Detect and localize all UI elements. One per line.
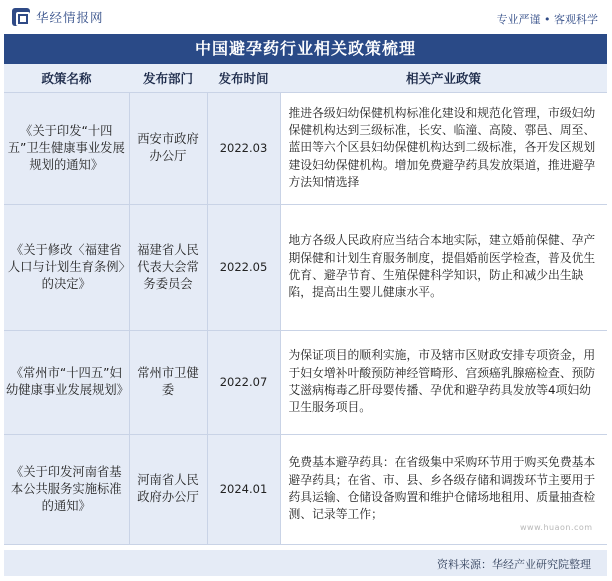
table-row xyxy=(4,92,607,204)
table-row xyxy=(4,204,607,330)
policy-dept-cell: 常州市卫健委 xyxy=(129,330,207,434)
column-header-time: 发布时间 xyxy=(207,64,280,92)
table-header-row xyxy=(4,64,607,92)
brand-logo-icon xyxy=(12,8,30,26)
policy-name-cell: 《关于修改〈福建省人口与计划生育条例〉的决定》 xyxy=(4,204,129,330)
policy-content-cell: 免费基本避孕药具：在省级集中采购环节用于购买免费基本避孕药具；在省、市、县、乡各级存储和调拨环节主要用于药具运输、仓储设备购置和维护仓储场地租用、质量抽查检测、记录等工作； xyxy=(280,434,607,544)
policy-dept-cell: 西安市政府办公厅 xyxy=(129,92,207,204)
table-row xyxy=(4,434,607,544)
slogan: 专业严谨 • 客观科学 xyxy=(496,13,598,26)
watermark: www.huaon.com xyxy=(520,523,593,532)
column-header-content: 相关产业政策 xyxy=(280,64,607,92)
footer xyxy=(4,550,607,576)
policy-time-cell: 2022.03 xyxy=(207,92,280,204)
policy-dept-cell: 福建省人民代表大会常务委员会 xyxy=(129,204,207,330)
policy-content-cell: 为保证项目的顺利实施，市及辖市区财政安排专项资金，用于妇女增补叶酸预防神经管畸形、宫颈癌乳腺癌检查、预防艾滋病梅毒乙肝母婴传播、孕优和避孕药具发放等4项妇幼卫生服务项目。 xyxy=(280,330,607,434)
policy-time-cell: 2022.07 xyxy=(207,330,280,434)
policy-dept-cell: 河南省人民政府办公厅 xyxy=(129,434,207,544)
page-title: 中国避孕药行业相关政策梳理 xyxy=(4,34,607,64)
brand-name: 华经情报网 xyxy=(36,10,104,25)
policy-time-cell: 2024.01 xyxy=(207,434,280,544)
column-header-dept: 发布部门 xyxy=(129,64,207,92)
column-header-name: 政策名称 xyxy=(4,64,129,92)
source-note: 资料来源：华经产业研究院整理 xyxy=(437,558,591,571)
policy-name-cell: 《关于印发“十四五”卫生健康事业发展规划的通知》 xyxy=(4,92,129,204)
policy-name-cell: 《关于印发河南省基本公共服务实施标准的通知》 xyxy=(4,434,129,544)
policy-table xyxy=(4,64,607,545)
top-bar xyxy=(0,0,612,34)
policy-content-cell: 地方各级人民政府应当结合本地实际，建立婚前保健、孕产期保健和计划生育服务制度，提倡婚前医学检查，普及优生优育、避孕节育、生殖保健科学知识，防止和减少出生缺陷，提高出生婴儿健康水平。 xyxy=(280,204,607,330)
policy-time-cell: 2022.05 xyxy=(207,204,280,330)
brand xyxy=(12,8,104,26)
policy-name-cell: 《常州市“十四五”妇幼健康事业发展规划》 xyxy=(4,330,129,434)
policy-content-cell: 推进各级妇幼保健机构标准化建设和规范化管理，市级妇幼保健机构达到三级标准，长安、临潼、高陵、鄠邑、周至、蓝田等六个区县妇幼保健机构达到二级标准，各开发区规划建设妇幼保健机构。增加免费避孕药具发放渠道，推进避孕方法知情选择 xyxy=(280,92,607,204)
table-row xyxy=(4,330,607,434)
